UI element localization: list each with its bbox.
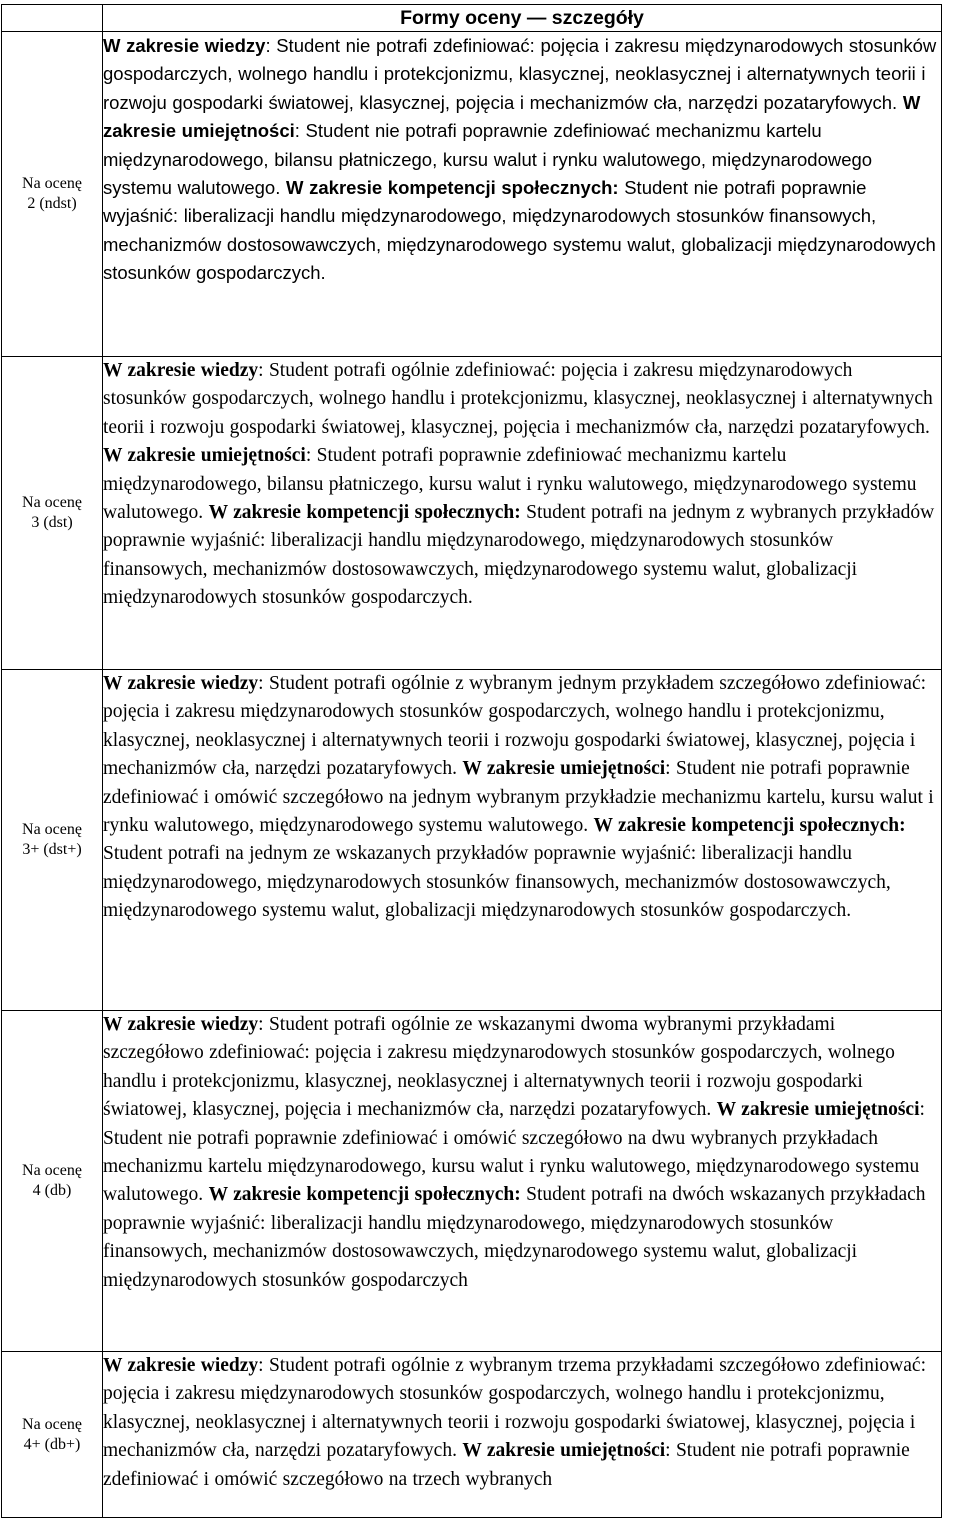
grade-value: 2 (ndst)	[27, 195, 77, 212]
grade-prefix: Na ocenę	[22, 175, 82, 192]
table-row	[2, 1352, 942, 1518]
table-row	[2, 357, 942, 670]
section-text-knowledge: : Student potrafi ogólnie z wybranym jednym przykładem szczegółowo zdefiniować: pojęcia i zakresu międzynarodowych stosunków gospodarczych, wolnego handlu i protekcjonizmu, klasycznej, neoklasycznej i alternatywnych teorii i rozwoju gospodarki światowej, klasycznej, pojęcia i mechanizmów cła, narzędzi pozataryfowych.	[103, 673, 927, 780]
section-text-skills: : Student nie potrafi poprawnie zdefiniować i omówić szczegółowo na dwu wybranych przykładach mechanizmu kartelu międzynarodowego, kursu walut i rynku walutowego, międzynarodowego systemu walutowego.	[103, 1099, 925, 1206]
section-heading-social: W zakresie kompetencji społecznych:	[286, 177, 619, 199]
grade-criteria	[103, 32, 942, 357]
grade-prefix: Na ocenę	[22, 821, 82, 838]
section-text-skills: : Student nie potrafi poprawnie zdefiniować mechanizmu kartelu międzynarodowego, bilansu płatniczego, kursu walut i rynku walutowego, międzynarodowego systemu walutowego.	[103, 120, 873, 199]
section-heading-knowledge: W zakresie wiedzy	[103, 673, 259, 694]
grading-table	[1, 4, 942, 1518]
grade-criteria	[103, 357, 942, 670]
grade-label	[2, 32, 103, 357]
section-heading-knowledge: W zakresie wiedzy	[103, 1014, 259, 1035]
section-text-skills: : Student nie potrafi poprawnie zdefiniować i omówić szczegółowo na trzech wybranych	[103, 1440, 910, 1490]
section-text-social: Student potrafi na jednym ze wskazanych przykładów poprawnie wyjaśnić: liberalizacji handlu międzynarodowego, międzynarodowych stosunków finansowych, mechanizmów dostosowawczych, międzynarodowego systemu walut, globalizacji międzynarodowych stosunków gospodarczych.	[103, 843, 891, 922]
grade-criteria	[103, 1011, 942, 1352]
section-heading-skills: W zakresie umiejętności	[716, 1099, 920, 1121]
table-row	[2, 32, 942, 357]
section-heading-knowledge: W zakresie wiedzy	[103, 35, 266, 56]
grade-label	[2, 1011, 103, 1352]
section-text-knowledge: : Student nie potrafi zdefiniować: pojęcia i zakresu międzynarodowych stosunków gospodarczych, wolnego handlu i protekcjonizmu, klasycznej, neoklasycznej i alternatywnych teorii i rozwoju gospodarki światowej, klasycznej, pojęcia i mechanizmów cła, narzędzi pozataryfowych.	[103, 35, 937, 113]
section-text-social: Student nie potrafi poprawnie wyjaśnić: liberalizacji handlu międzynarodowego, międzynarodowych stosunków finansowych, mechanizmów dostosowawczych, międzynarodowego systemu walut, globalizacji międzynarodowych stosunków gospodarczych.	[103, 177, 936, 284]
section-heading-skills: W zakresie umiejętności	[103, 445, 306, 467]
table-title: Formy oceny — szczegóły	[103, 5, 942, 32]
section-heading-skills: W zakresie umiejętności	[103, 91, 921, 142]
grade-label	[2, 357, 103, 670]
section-text-knowledge: : Student potrafi ogólnie ze wskazanymi dwoma wybranymi przykładami szczegółowo zdefiniować: pojęcia i zakresu międzynarodowych stosunków gospodarczych, wolnego handlu i protekcjonizmu, klasycznej, neoklasycznej i alternatywnych teorii i rozwoju gospodarki światowej, klasycznej, pojęcia i mechanizmów cła, narzędzi pozataryfowych.	[103, 1014, 895, 1121]
grade-prefix: Na ocenę	[22, 494, 82, 511]
section-heading-social: W zakresie kompetencji społecznych:	[593, 815, 906, 837]
section-text-knowledge: : Student potrafi ogólnie zdefiniować: pojęcia i zakresu międzynarodowych stosunków gospodarczych, wolnego handlu i protekcjonizmu, klasycznej, neoklasycznej i alternatywnych teorii i rozwoju gospodarki światowej, klasycznej, pojęcia i mechanizmów cła, narzędzi pozataryfowych.	[103, 360, 933, 438]
grade-label	[2, 1352, 103, 1518]
grade-prefix: Na ocenę	[22, 1162, 82, 1179]
section-text-social: Student potrafi na dwóch wskazanych przykładach poprawnie wyjaśnić: liberalizacji handlu międzynarodowego, międzynarodowych stosunków finansowych, mechanizmów dostosowawczych, międzynarodowego systemu walut, globalizacji międzynarodowych stosunków gospodarczych	[103, 1184, 926, 1291]
section-heading-social: W zakresie kompetencji społecznych:	[208, 502, 521, 524]
section-text-skills: : Student nie potrafi poprawnie zdefiniować i omówić szczegółowo na jednym wybranym przykładzie mechanizmu kartelu, kursu walut i rynku walutowego, międzynarodowego systemu walutowego.	[103, 758, 934, 837]
grade-value: 3+ (dst+)	[22, 841, 82, 858]
section-heading-knowledge: W zakresie wiedzy	[103, 1355, 259, 1376]
section-heading-knowledge: W zakresie wiedzy	[103, 360, 259, 381]
section-heading-skills: W zakresie umiejętności	[462, 758, 666, 780]
header-row	[2, 5, 942, 32]
grade-value: 3 (dst)	[31, 514, 73, 531]
table-row	[2, 670, 942, 1011]
table-row	[2, 1011, 942, 1352]
grade-value: 4 (db)	[32, 1182, 72, 1199]
grade-prefix: Na ocenę	[22, 1415, 82, 1433]
section-text-social: Student potrafi na jednym z wybranych przykładów poprawnie wyjaśnić: liberalizacji handlu międzynarodowego, międzynarodowych stosunków finansowych, mechanizmów dostosowawczych, międzynarodowego systemu walut, globalizacji międzynarodowych stosunków gospodarczych.	[103, 502, 935, 609]
header-empty-cell	[2, 5, 103, 32]
section-heading-skills: W zakresie umiejętności	[462, 1440, 666, 1462]
grade-value: 4+ (db+)	[23, 1435, 81, 1453]
section-heading-social: W zakresie kompetencji społecznych:	[208, 1184, 521, 1206]
section-text-skills: : Student potrafi poprawnie zdefiniować mechanizmu kartelu międzynarodowego, bilansu płatniczego, kursu walut i rynku walutowego, międzynarodowego systemu walutowego.	[103, 445, 917, 524]
grade-criteria	[103, 1352, 942, 1518]
grade-criteria	[103, 670, 942, 1011]
grade-label	[2, 670, 103, 1011]
section-text-knowledge: : Student potrafi ogólnie z wybranym trzema przykładami szczegółowo zdefiniować: pojęcia i zakresu międzynarodowych stosunków gospodarczych, wolnego handlu i protekcjonizmu, klasycznej, neoklasycznej i alternatywnych teorii i rozwoju gospodarki światowej, klasycznej, pojęcia i mechanizmów cła, narzędzi pozataryfowych.	[103, 1355, 926, 1462]
